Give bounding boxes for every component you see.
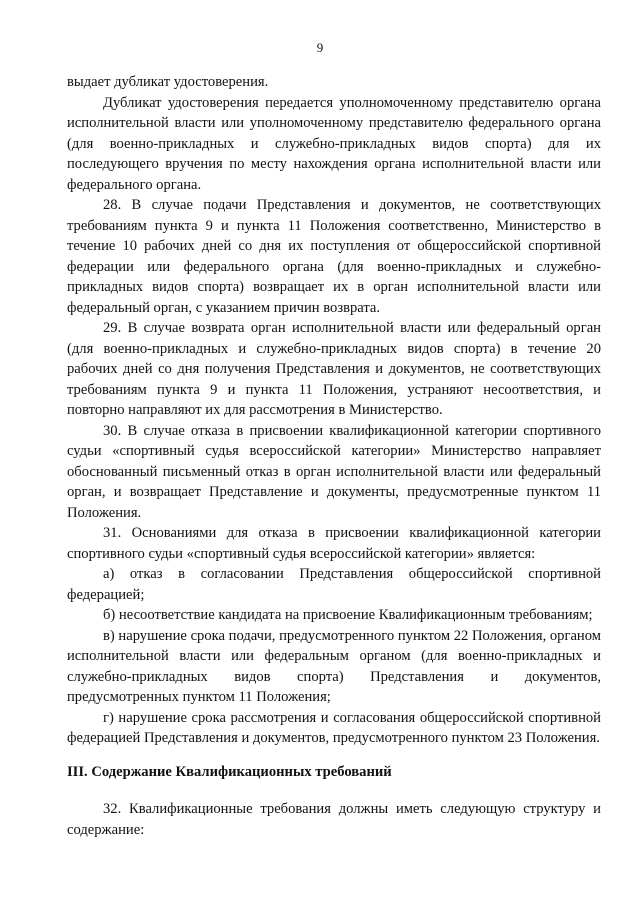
document-body	[67, 72, 601, 840]
paragraph-duplicate: Дубликат удостоверения передается уполномоченному представителю органа исполнительной власти или уполномоченному представителю федерального органа (для военно-прикладных и служебно-прикладных видов спорта) для их последующего вручения по месту нахождения органа исполнительной власти или федерального органа.	[67, 94, 601, 193]
paragraph-30: 30. В случае отказа в присвоении квалификационной категории спортивного судьи «спортивный судья всероссийской категории» Министерство направляет обоснованный письменный отказ в орган исполнительной власти или федеральный орган, и возвращает Представление и документы, предусмотренные пунктом 11 Положения.	[67, 422, 601, 521]
paragraph-31: 31. Основаниями для отказа в присвоении квалификационной категории спортивного судьи «спортивный судья всероссийской категории» является:	[67, 525, 601, 562]
paragraph-31-v: в) нарушение срока подачи, предусмотренного пунктом 22 Положения, органом исполнительной власти или федеральным органом (для военно-прикладных и служебно-прикладных видов спорта) Представления и документов, предусмотренных пунктом 11 Положения;	[67, 627, 601, 705]
section-heading: III. Содержание Квалификационных требований	[67, 763, 392, 780]
paragraph-31-a: а) отказ в согласовании Представления общероссийской спортивной федерацией;	[67, 566, 601, 603]
paragraph-29: 29. В случае возврата орган исполнительной власти или федеральный орган (для военно-прикладных и служебно-прикладных видов спорта) в течение 20 рабочих дней со дня получения Представления и документов, не соответствующих требованиям пункта 9 и пункта 11 Положения, устраняют несоответствия, и повторно направляют их для рассмотрения в Министерство.	[67, 320, 601, 418]
paragraph-32: 32. Квалификационные требования должны иметь следующую структуру и содержание:	[67, 801, 601, 838]
paragraph-continuation: выдает дубликат удостоверения.	[67, 74, 269, 90]
paragraph-31-b: б) несоответствие кандидата на присвоение Квалификационным требованиям;	[103, 607, 593, 623]
page-number: 9	[316, 40, 324, 55]
paragraph-28: 28. В случае подачи Представления и документов, не соответствующих требованиям пункта 9 и пункта 11 Положения соответственно, Министерство в течение 10 рабочих дней со дня их поступления от общероссийской спортивной федерации или федерального органа (для военно-прикладных и служебно-прикладных видов спорта) возвращает их в орган исполнительной власти или федеральный орган, с указанием причин возврата.	[67, 197, 601, 316]
paragraph-31-g: г) нарушение срока рассмотрения и согласования общероссийской спортивной федерацией Представления и документов, предусмотренного пунктом 23 Положения.	[67, 709, 601, 746]
